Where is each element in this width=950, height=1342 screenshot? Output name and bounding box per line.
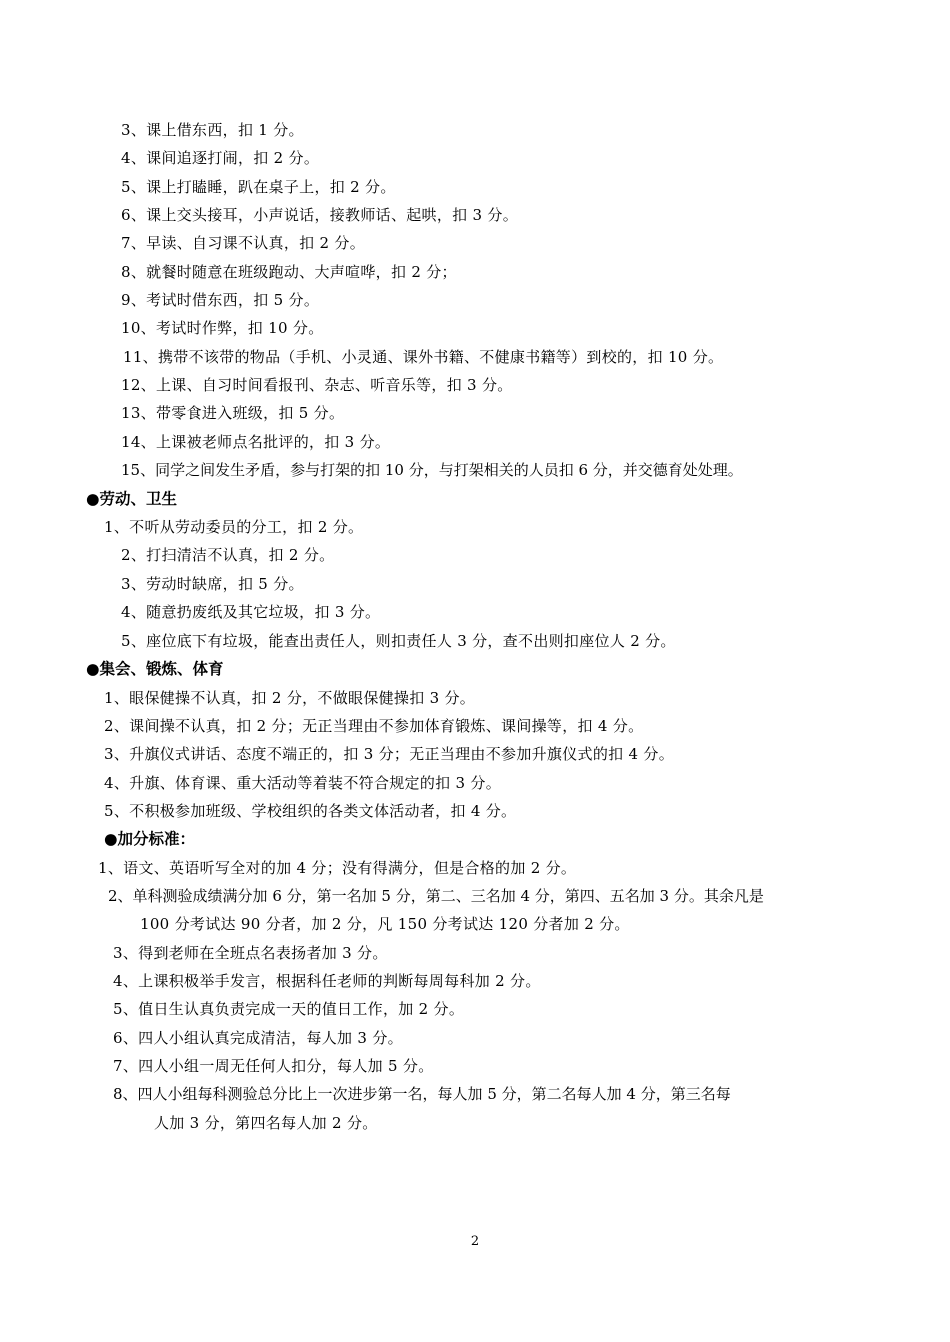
rule-item: 5、课上打瞌睡，趴在桌子上，扣 2 分。 bbox=[121, 178, 396, 196]
rule-item: 8、就餐时随意在班级跑动、大声喧哗，扣 2 分； bbox=[121, 263, 457, 281]
rule-item: 11、携带不该带的物品（手机、小灵通、课外书籍、不健康书籍等）到校的，扣 10 分。 bbox=[123, 348, 724, 366]
rule-item: 3、得到老师在全班点名表扬者加 3 分。 bbox=[113, 944, 388, 962]
section-heading-labor-hygiene: ●劳动、卫生 bbox=[86, 490, 178, 508]
rule-item: 7、四人小组一周无任何人扣分，每人加 5 分。 bbox=[113, 1057, 434, 1075]
rule-item: 4、随意扔废纸及其它垃圾，扣 3 分。 bbox=[121, 603, 381, 621]
rule-item: 12、上课、自习时间看报刊、杂志、听音乐等，扣 3 分。 bbox=[121, 376, 513, 394]
rule-item: 7、早读、自习课不认真，扣 2 分。 bbox=[121, 234, 366, 252]
rule-item: 13、带零食进入班级，扣 5 分。 bbox=[121, 404, 345, 422]
rule-item: 4、课间追逐打闹，扣 2 分。 bbox=[121, 149, 320, 167]
rule-item: 1、眼保健操不认真，扣 2 分，不做眼保健操扣 3 分。 bbox=[104, 689, 476, 707]
rule-item: 1、不听从劳动委员的分工，扣 2 分。 bbox=[104, 518, 364, 536]
rule-item: 9、考试时借东西，扣 5 分。 bbox=[121, 291, 320, 309]
rule-item: 6、四人小组认真完成清洁，每人加 3 分。 bbox=[113, 1029, 403, 1047]
rule-item: 6、课上交头接耳，小声说话，接教师话、起哄，扣 3 分。 bbox=[121, 206, 519, 224]
rule-item: 3、课上借东西，扣 1 分。 bbox=[121, 121, 304, 139]
rule-item: 1、语文、英语听写全对的加 4 分；没有得满分，但是合格的加 2 分。 bbox=[98, 859, 577, 877]
rule-item-continuation: 人加 3 分，第四名每人加 2 分。 bbox=[154, 1114, 378, 1132]
rule-item: 5、不积极参加班级、学校组织的各类文体活动者，扣 4 分。 bbox=[104, 802, 517, 820]
rule-item: 3、升旗仪式讲话、态度不端正的，扣 3 分；无正当理由不参加升旗仪式的扣 4 分。 bbox=[104, 745, 675, 763]
rule-item: 15、同学之间发生矛盾，参与打架的扣 10 分，与打架相关的人员扣 6 分，并交德育处处理。 bbox=[121, 461, 743, 479]
rule-item-continuation: 100 分考试达 90 分者，加 2 分，凡 150 分考试达 120 分者加 2 分。 bbox=[140, 915, 630, 933]
rule-item: 5、值日生认真负责完成一天的值日工作，加 2 分。 bbox=[113, 1000, 465, 1018]
section-heading-assembly-exercise-pe: ●集会、锻炼、体育 bbox=[86, 660, 224, 678]
rule-item: 10、考试时作弊，扣 10 分。 bbox=[121, 319, 324, 337]
page-number: 2 bbox=[470, 1234, 480, 1249]
rule-item: 2、单科测验成绩满分加 6 分，第一名加 5 分，第二、三名加 4 分，第四、五名加 3 分。其余凡是 bbox=[108, 887, 764, 905]
rule-item: 3、劳动时缺席，扣 5 分。 bbox=[121, 575, 304, 593]
rule-item: 2、打扫清洁不认真，扣 2 分。 bbox=[121, 546, 335, 564]
rule-item: 4、上课积极举手发言，根据科任老师的判断每周每科加 2 分。 bbox=[113, 972, 541, 990]
rule-item: 4、升旗、体育课、重大活动等着装不符合规定的扣 3 分。 bbox=[104, 774, 502, 792]
rule-item: 2、课间操不认真，扣 2 分；无正当理由不参加体育锻炼、课间操等，扣 4 分。 bbox=[104, 717, 644, 735]
rule-item: 5、座位底下有垃圾，能查出责任人，则扣责任人 3 分，查不出则扣座位人 2 分。 bbox=[121, 632, 676, 650]
section-heading-bonus-standards: ●加分标准： bbox=[104, 830, 196, 848]
rule-item: 8、四人小组每科测验总分比上一次进步第一名，每人加 5 分，第二名每人加 4 分，第三名每 bbox=[113, 1085, 731, 1103]
rule-item: 14、上课被老师点名批评的，扣 3 分。 bbox=[121, 433, 391, 451]
